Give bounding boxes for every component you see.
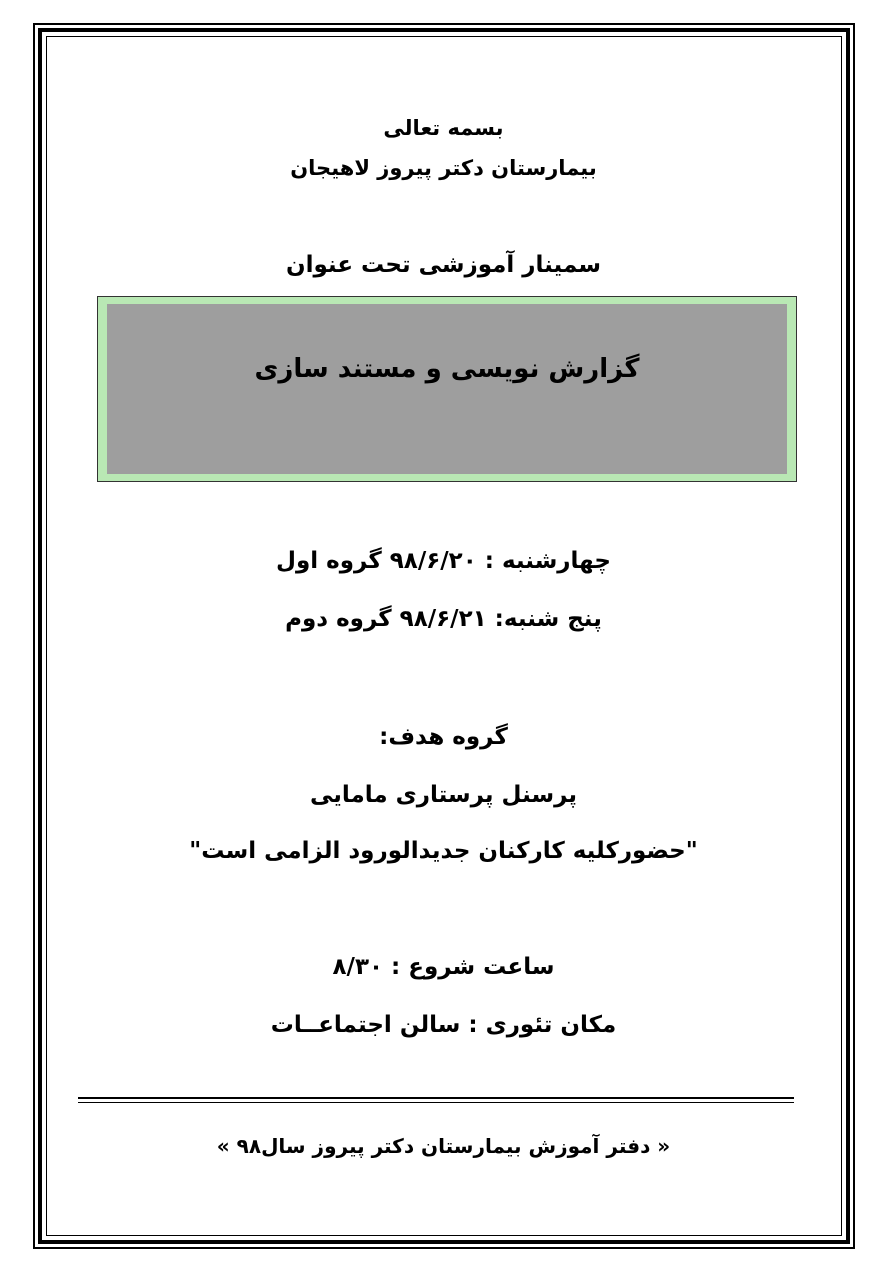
target-group-label: گروه هدف:	[379, 724, 508, 750]
seminar-title-box	[97, 296, 797, 482]
invocation-text: بسمه تعالی	[383, 116, 504, 140]
footer-divider-thin	[78, 1102, 794, 1103]
schedule-day-2: پنج شنبه: ۹۸/۶/۲۱ گروه دوم	[285, 606, 602, 632]
target-group: پرسنل پرستاری مامایی	[309, 782, 578, 808]
location: مکان تئوری : سالن اجتماعــات	[270, 1012, 617, 1038]
footer-divider	[78, 1097, 794, 1099]
seminar-title: گزارش نویسی و مستند سازی	[254, 354, 640, 384]
hospital-name: بیمارستان دکتر پیروز لاهیجان	[290, 156, 597, 180]
footer-office: « دفتر آموزش بیمارستان دکتر پیروز سال۹۸ »	[216, 1134, 671, 1158]
attendance-note: "حضورکلیه کارکنان جدیدالورود الزامی است"	[189, 838, 698, 864]
seminar-title-panel	[107, 304, 787, 474]
seminar-intro: سمینار آموزشی تحت عنوان	[286, 252, 601, 278]
page-border-inner	[46, 36, 842, 1236]
schedule-day-1: چهارشنبه : ۹۸/۶/۲۰ گروه اول	[276, 548, 611, 574]
start-time: ساعت شروع : ۸/۳۰	[332, 954, 555, 980]
